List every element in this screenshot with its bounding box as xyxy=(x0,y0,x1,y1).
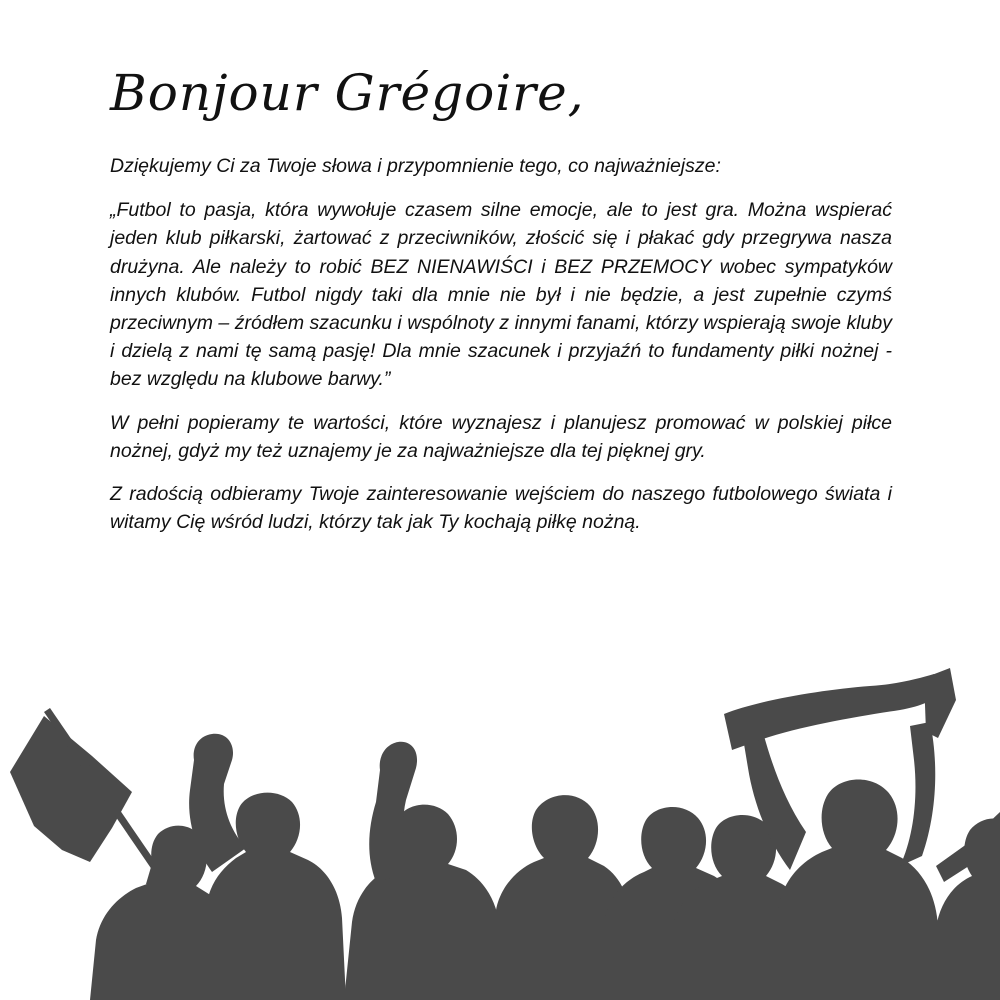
fan-silhouette-raised-fist-center xyxy=(344,805,502,1000)
letter-body xyxy=(110,152,892,551)
fan-arm-scarf-right xyxy=(900,722,935,866)
greeting-heading: Bonjour Grégoire, xyxy=(110,64,585,122)
support-paragraph: W pełni popieramy te wartości, które wyznajesz i planujesz promować w polskiej piłce nożnej, gdyż my też uznajemy je za najważniejsze dla tej pięknej gry. xyxy=(110,411,892,462)
quote-paragraph xyxy=(110,196,892,393)
quote-text-end: wobec sympatyków innych klubów. Futbol nigdy taki dla mnie nie był i nie będzie, a jest zupełnie czymś przeciwnym – źródłem szacunku i wspólnoty z innymi fanami, którzy wspierają swoje kluby i dzielą z nami tę samą pasję! Dla mnie szacunek i przyjaźń to fundamenty piłki nożnej - bez względu na klubowe barwy.” xyxy=(110,255,892,391)
quote-text-start: „Futbol to pasja, która wywołuje czasem silne emocje, ale to jest gra. Można wspierać jeden klub piłkarski, żartować z przeciwników, złościć się i płakać gdy przegrywa nasza drużyna. Ale należy to robić xyxy=(110,199,892,278)
fans-crowd-illustration xyxy=(0,660,1000,1000)
quote-emphasis-no-violence: BEZ PRZEMOCY xyxy=(554,255,712,278)
flag-icon xyxy=(10,716,132,862)
scarf-icon xyxy=(724,674,944,750)
intro-paragraph: Dziękujemy Ci za Twoje słowa i przypomnienie tego, co najważniejsze: xyxy=(110,155,721,177)
quote-emphasis-no-hate: BEZ NIENAWIŚCI xyxy=(370,255,533,278)
scarf-fringe xyxy=(924,668,956,738)
quote-connector: i xyxy=(532,255,555,278)
welcome-paragraph: Z radością odbieramy Twoje zainteresowanie wejściem do naszego futbolowego świata i witamy Cię wśród ludzi, którzy tak jak Ty kochają piłkę nożną. xyxy=(110,483,892,534)
